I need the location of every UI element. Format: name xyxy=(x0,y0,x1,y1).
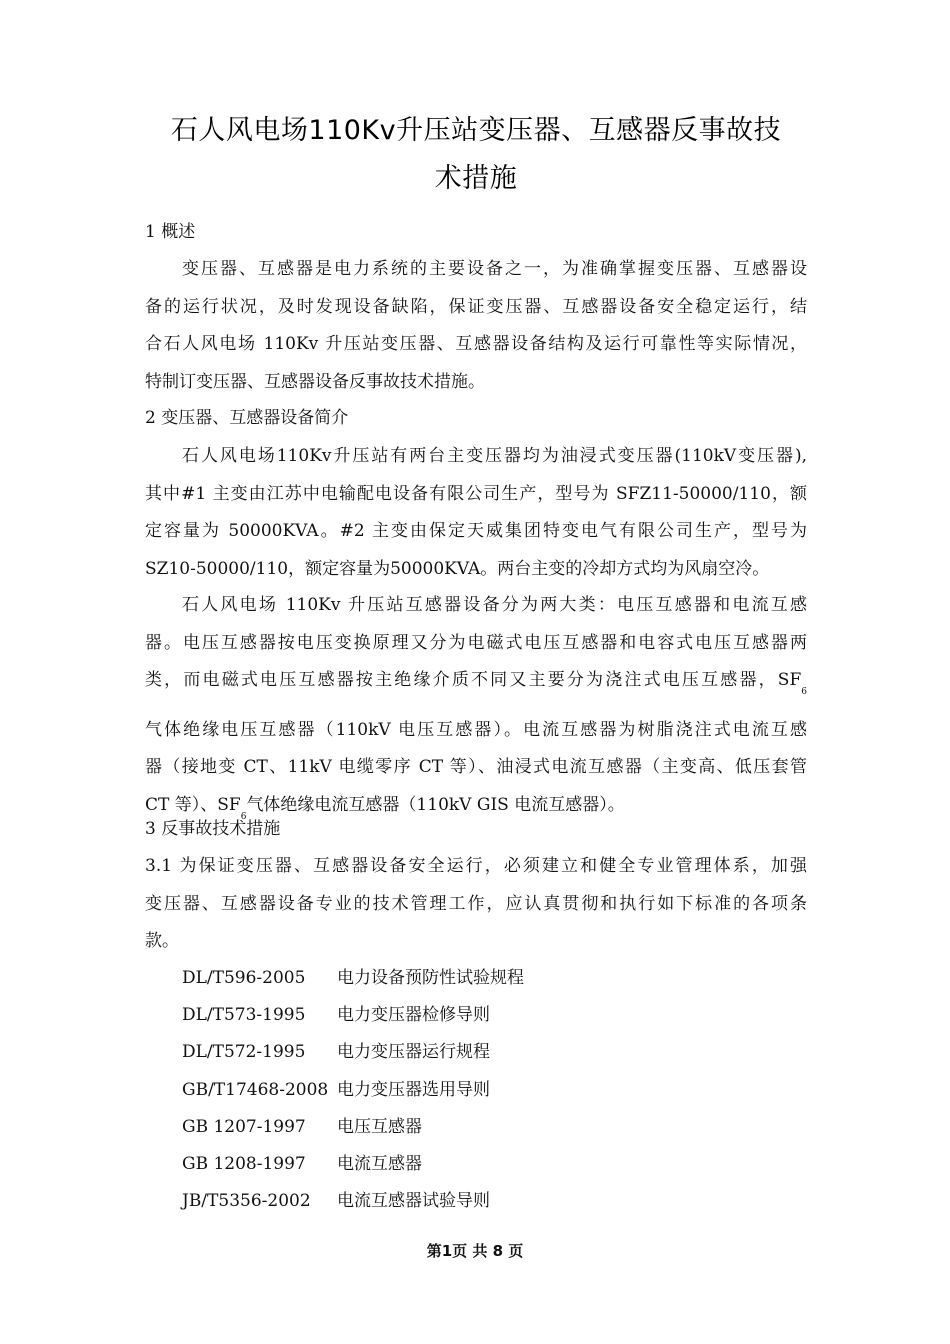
standard-row xyxy=(182,997,524,1034)
standard-code: DL/T573-1995 xyxy=(182,1005,306,1026)
paragraph-line: 石人风电场110Kv升压站有两台主变压器均为油浸式变压器(110kV变压器), xyxy=(182,446,807,466)
section-1-heading: 1 概述 xyxy=(145,222,196,242)
section-3-1-paragraph xyxy=(145,848,807,961)
paragraph-line xyxy=(145,662,807,712)
standard-name: 电力变压器运行规程 xyxy=(337,1042,490,1063)
paragraph-line: 气体绝缘电压互感器（110kV 电压互感器）。电流互感器为树脂浇注式电流互感 xyxy=(145,719,807,740)
section-2-paragraph-1 xyxy=(145,438,807,588)
section-1-paragraph xyxy=(145,251,807,401)
standard-code: DL/T596-2005 xyxy=(182,968,306,988)
standard-name: 电流互感器试验导则 xyxy=(337,1191,490,1212)
paragraph-line: 石人风电场 110Kv 升压站互感器设备分为两大类：电压互感器和电流互感 xyxy=(182,595,807,615)
standard-code: GB/T17468-2008 xyxy=(182,1079,329,1100)
standard-name: 电力设备预防性试验规程 xyxy=(337,968,524,988)
standard-row xyxy=(182,1072,524,1109)
paragraph-line: 器（接地变 CT、11kV 电缆零序 CT 等）、油浸式电流互感器（主变高、低压套管 xyxy=(145,757,807,777)
paragraph-text: 气体绝缘电流互感器（110kV GIS 电流互感器）。 xyxy=(246,794,625,815)
paragraph-line: 变压器、互感器是电力系统的主要设备之一，为准确掌握变压器、互感器设 xyxy=(182,259,807,279)
title-line-1: 石人风电场110Kv升压站变压器、互感器反事故技 xyxy=(170,115,782,146)
subscript: 6 xyxy=(801,687,807,697)
paragraph-line: 款。 xyxy=(145,931,179,951)
section-2-heading: 2 变压器、互感器设备简介 xyxy=(145,408,349,428)
standard-code: DL/T572-1995 xyxy=(182,1042,306,1063)
subscript: 6 xyxy=(240,811,247,822)
section-2-paragraph-2 xyxy=(145,587,807,836)
paragraph-line: 3.1 为保证变压器、互感器设备安全运行，必须建立和健全专业管理体系，加强 xyxy=(145,856,807,876)
paragraph-line: 其中#1 主变由江苏中电输配电设备有限公司生产，型号为 SFZ11-50000/110，额 xyxy=(145,483,807,504)
standard-row xyxy=(182,1146,524,1183)
paragraph-line: 特制订变压器、互感器设备反事故技术措施。 xyxy=(145,371,485,392)
document-title xyxy=(145,107,807,203)
standards-list xyxy=(182,960,524,1220)
standard-name: 电流互感器 xyxy=(337,1153,422,1174)
paragraph-line: SZ10-50000/110，额定容量为50000KVA。两台主变的冷却方式均为风扇空冷。 xyxy=(145,558,770,579)
standard-name: 电力变压器选用导则 xyxy=(337,1079,490,1100)
paragraph-line: 备的运行状况，及时发现设备缺陷，保证变压器、互感器设备安全稳定运行，结 xyxy=(145,296,807,317)
standard-code: GB 1208-1997 xyxy=(182,1153,306,1174)
page-footer: 第1页 共 8 页 xyxy=(426,1242,524,1260)
paragraph-line: 合石人风电场 110Kv 升压站变压器、互感器设备结构及运行可靠性等实际情况， xyxy=(145,334,807,354)
standard-row xyxy=(182,1034,524,1071)
paragraph-text: CT 等）、SF xyxy=(145,794,241,815)
paragraph-line: 器。电压互感器按电压变换原理又分为电磁式电压互感器和电容式电压互感器两 xyxy=(145,632,807,653)
standard-row xyxy=(182,960,524,997)
standard-row xyxy=(182,1183,524,1220)
standard-row xyxy=(182,1109,524,1146)
paragraph-line: 定容量为 50000KVA。#2 主变由保定天威集团特变电气有限公司生产，型号为 xyxy=(145,521,807,541)
section-3-heading: 3 反事故技术措施 xyxy=(145,819,281,839)
standard-name: 电力变压器检修导则 xyxy=(337,1005,490,1026)
title-line-2: 术措施 xyxy=(434,163,518,194)
standard-name: 电压互感器 xyxy=(337,1116,422,1137)
paragraph-text: 类，而电磁式电压互感器按主绝缘介质不同又主要分为浇注式电压互感器，SF xyxy=(145,670,802,690)
paragraph-line: 变压器、互感器设备专业的技术管理工作，应认真贯彻和执行如下标准的各项条 xyxy=(145,893,807,914)
standard-code: GB 1207-1997 xyxy=(182,1116,306,1137)
standard-code: JB/T5356-2002 xyxy=(182,1191,311,1212)
